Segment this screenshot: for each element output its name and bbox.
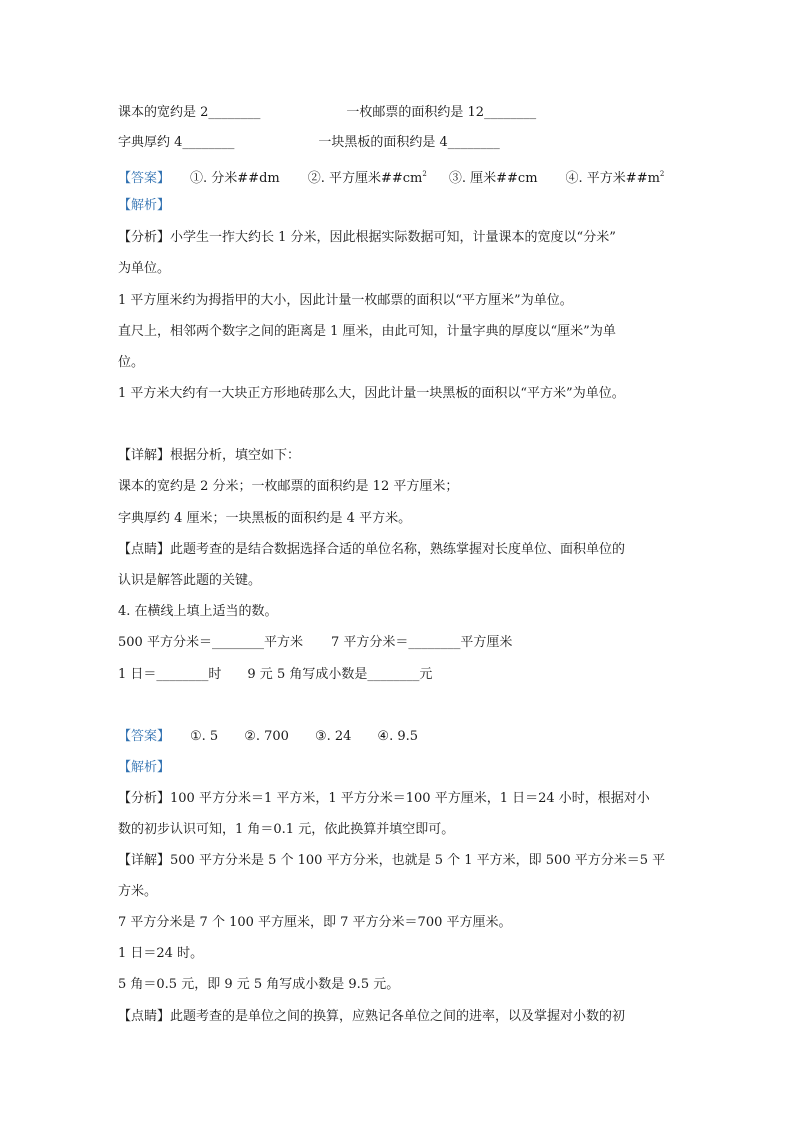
q3-comment: [118, 540, 625, 560]
q4-answer-2: ②. 700: [244, 729, 289, 744]
q4-blank-3: 1 日＝________时: [118, 667, 222, 682]
q3-analysis-1b: 为单位。: [118, 261, 171, 276]
q3-analysis-2: 1 平方厘米约为拇指甲的大小，因此计量一枚邮票的面积以“平方厘米”为单位。: [118, 293, 573, 308]
q3-blank-textbook-width: 课本的宽约是 2________: [118, 105, 261, 120]
q3-detail-line-2: 字典厚约 4 厘米；一块黑板的面积约是 4 平方米。: [118, 511, 412, 526]
q4-detail-line-5: 5 角＝0.5 元，即 9 元 5 角写成小数是 9.5 元。: [118, 977, 400, 992]
q3-line-1: [118, 103, 536, 123]
analysis-text: 小学生一拃大约长 1 分米，因此根据实际数据可知，计量课本的宽度以“分米”: [170, 230, 616, 245]
q4-analysis: [118, 789, 650, 809]
analysis-text: 100 平方分米＝1 平方米，1 平方分米＝100 平方厘米，1 日＝24 小时，根据对小: [170, 791, 650, 806]
q3-blank-dictionary-thickness: 字典厚约 4________: [118, 135, 235, 150]
detail-text: 根据分析，填空如下：: [170, 448, 301, 463]
q3-blank-blackboard-area: 一块黑板的面积约是 4________: [318, 135, 500, 150]
comment-tag: 【点睛】: [118, 1009, 171, 1024]
q4-answer-1: ①. 5: [190, 729, 219, 744]
q4-detail-line-4: 1 日＝24 时。: [118, 946, 204, 961]
q3-jiexi-tag: 【解析】: [118, 198, 171, 213]
q4-comment: [118, 1007, 625, 1027]
q4-answer-line: [118, 727, 418, 747]
q3-analysis-3b: 位。: [118, 355, 145, 370]
q4-blank-4: 9 元 5 角写成小数是________元: [247, 667, 433, 682]
superscript-2: 2: [422, 170, 427, 178]
q4-blank-1: 500 平方分米＝________平方米: [118, 635, 303, 650]
q3-answer-1: ①. 分米##dm: [190, 171, 280, 186]
q3-analysis-3a: 直尺上，相邻两个数字之间的距离是 1 厘米，由此可知，计量字典的厚度以“厘米”为单: [118, 324, 616, 339]
analysis-tag: 【分析】: [118, 230, 171, 245]
comment-text: 此题考查的是单位之间的换算，应熟记各单位之间的进率，以及掌握对小数的初: [170, 1009, 626, 1024]
answer-tag: 【答案】: [118, 729, 171, 744]
detail-text: 500 平方分米是 5 个 100 平方分米，也就是 5 个 1 平方米，即 500 平方分米＝5 平: [170, 853, 666, 868]
q3-answer-4: ④. 平方米##m: [565, 171, 660, 186]
q4-detail: [118, 851, 665, 871]
detail-tag: 【详解】: [118, 448, 171, 463]
q4-detail-line-3: 7 平方分米是 7 个 100 平方厘米，即 7 平方分米＝700 平方厘米。: [118, 915, 512, 930]
comment-text: 此题考查的是结合数据选择合适的单位名称，熟练掌握对长度单位、面积单位的: [170, 542, 626, 557]
q4-jiexi-tag: 【解析】: [118, 760, 171, 775]
q4-detail-line-2: 方米。: [118, 884, 158, 899]
superscript-2: 2: [659, 170, 665, 178]
q4-title: 4. 在横线上填上适当的数。: [118, 604, 278, 619]
q4-analysis-line-2: 数的初步认识可知，1 角＝0.1 元，依此换算并填空即可。: [118, 822, 455, 837]
q3-analysis-4: 1 平方米大约有一大块正方形地砖那么大，因此计量一块黑板的面积以“平方米”为单位。: [118, 386, 625, 401]
q3-detail: [118, 446, 300, 466]
comment-tag: 【点睛】: [118, 542, 171, 557]
q3-line-2: [118, 133, 500, 153]
q4-row-1: [118, 633, 512, 653]
q3-blank-stamp-area: 一枚邮票的面积约是 12________: [346, 105, 537, 120]
q3-answer-2: ②. 平方厘米##cm: [307, 171, 423, 186]
analysis-tag: 【分析】: [118, 791, 171, 806]
q3-detail-line-1: 课本的宽约是 2 分米；一枚邮票的面积约是 12 平方厘米；: [118, 479, 459, 494]
detail-tag: 【详解】: [118, 853, 171, 868]
q4-answer-4: ④. 9.5: [377, 729, 419, 744]
q4-blank-2: 7 平方分米＝________平方厘米: [330, 635, 513, 650]
q3-analysis-1: [118, 228, 616, 248]
answer-tag: 【答案】: [118, 171, 171, 186]
q4-row-2: [118, 665, 432, 685]
q3-comment-line-2: 认识是解答此题的关键。: [118, 573, 262, 588]
q4-answer-3: ③. 24: [314, 729, 352, 744]
q3-answer-line: [118, 164, 664, 189]
q3-answer-3: ③. 厘米##cm: [448, 171, 538, 186]
